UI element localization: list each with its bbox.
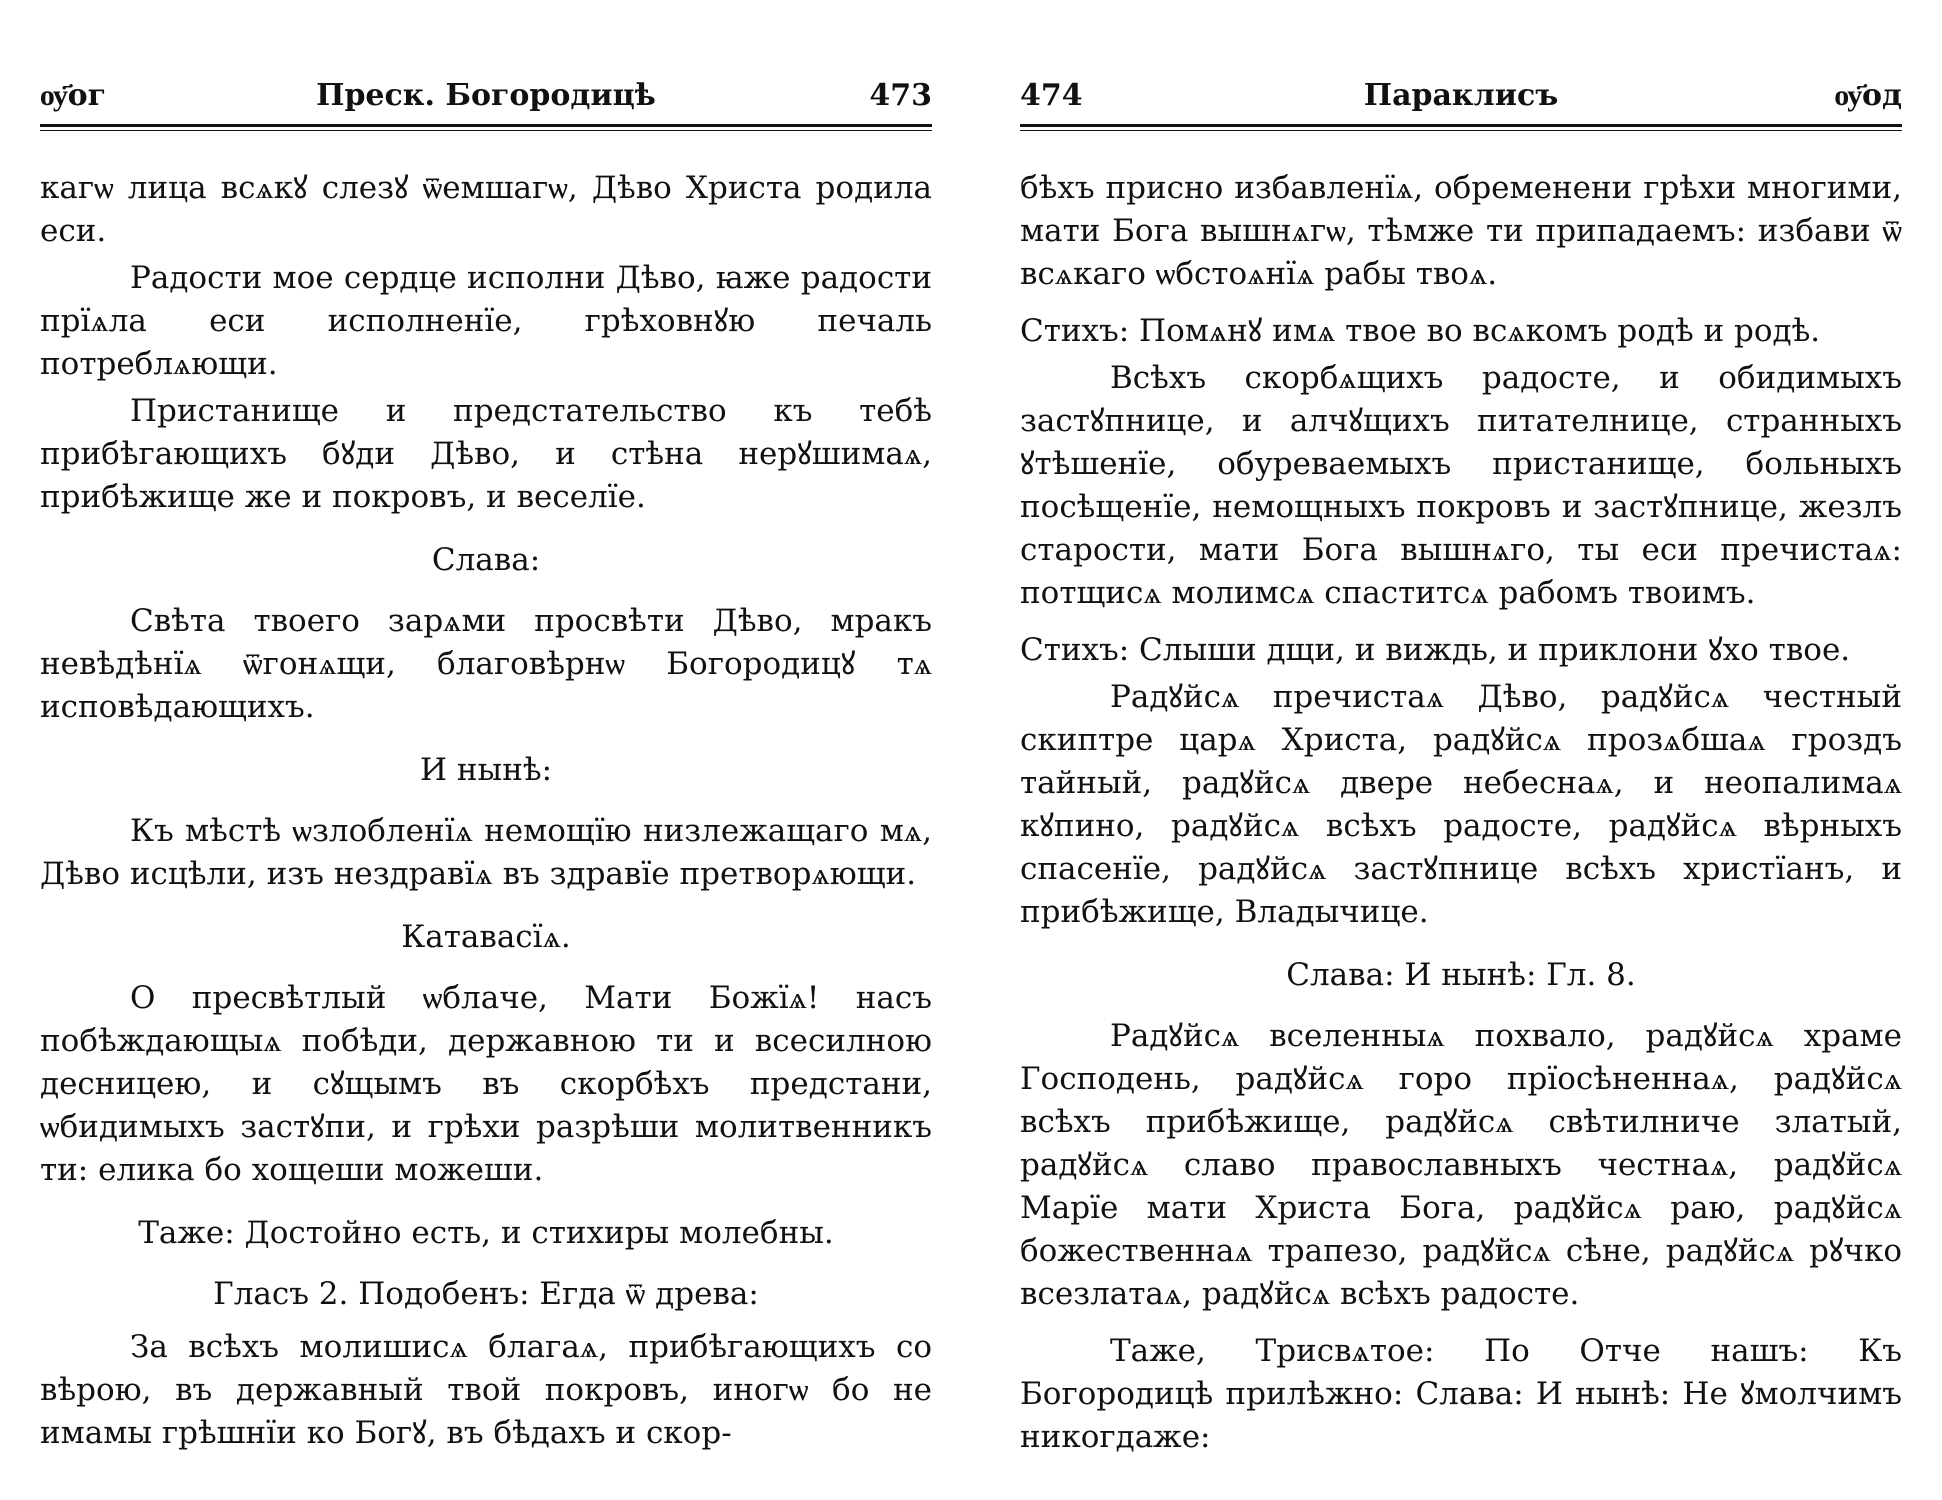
paragraph: Радꙋйсѧ пречистаѧ Дѣво, радꙋйсѧ честный скиптре царѧ Христа, радꙋйсѧ прозѧбшаѧ гроздъ тайный, радꙋйсѧ двере небеснаѧ, и неопалимаѧ кꙋпино, радꙋйсѧ всѣхъ радосте, радꙋйсѧ вѣрныхъ спасенїе, радꙋйсѧ застꙋпнице всѣхъ христїанъ, и прибѣжище, Владычице. (1020, 679, 1902, 930)
running-title: Параклисъ (1363, 78, 1559, 113)
header-rule (40, 124, 932, 131)
section-heading: Катавасїѧ. (401, 919, 571, 955)
page-number: 473 (869, 78, 932, 113)
paragraph: кагѡ лица всѧкꙋ слезꙋ ѿемшагѡ, Дѣво Христа родила еси. (40, 170, 932, 249)
page-number-cyrillic: ѹ҃ог (40, 78, 106, 113)
left-page (40, 78, 932, 1459)
tone-heading: Гласъ 2. Подобенъ: Егда ѿ древа: (213, 1276, 759, 1312)
section-heading: Слава: И нынѣ: Гл. 8. (1286, 957, 1636, 993)
page-number-cyrillic: ѹ҃од (1834, 78, 1902, 113)
page-body (1020, 167, 1902, 1459)
paragraph: Всѣхъ скорбѧщихъ радосте, и обидимыхъ застꙋпнице, и алчꙋщихъ питателнице, странныхъ ꙋтѣшенїе, обуреваемыхъ пристанище, больныхъ посѣщенїе, немощныхъ покровъ и застꙋпнице, жезлъ старости, мати Бога вышнѧго, ты еси пречистаѧ: потщисѧ молимсѧ спаститсѧ рабомъ твоимъ. (1020, 360, 1902, 611)
header-rule (1020, 124, 1902, 131)
running-title: Преск. Богородицѣ (316, 78, 656, 113)
section-heading: Слава: (431, 542, 541, 578)
page-body (40, 167, 932, 1455)
page-header (40, 78, 932, 118)
verse-line: Стихъ: Помѧнꙋ имѧ твое во всѧкомъ родѣ и родѣ. (1020, 313, 1821, 349)
paragraph: Пристанище и предстательство къ тебѣ прибѣгающихъ бꙋди Дѣво, и стѣна нерꙋшимаѧ, прибѣжище же и покровъ, и веселїе. (40, 393, 932, 515)
section-heading: И нынѣ: (419, 752, 553, 788)
rubric: Таже, Трисвѧтое: По Отче нашъ: Къ Богородицѣ прилѣжно: Слава: И нынѣ: Не ꙋмолчимъ никогдаже: (1020, 1333, 1902, 1455)
paragraph: Къ мѣстѣ ѡзлобленїѧ немощїю низлежащаго мѧ, Дѣво исцѣли, изъ нездравїѧ въ здравїе претворѧющи. (40, 813, 932, 892)
page-number: 474 (1020, 78, 1083, 113)
page-header (1020, 78, 1902, 118)
verse-line: Стихъ: Слыши дщи, и виждь, и приклони ꙋхо твое. (1020, 632, 1851, 668)
right-page (1020, 78, 1902, 1463)
paragraph: Свѣта твоего зарѧми просвѣти Дѣво, мракъ невѣдѣнїѧ ѿгонѧщи, благовѣрнѡ Богородицꙋ тѧ исповѣдающихъ. (40, 603, 932, 725)
paragraph: Радости мое сердце исполни Дѣво, ꙗже радости прїѧла еси исполненїе, грѣховнꙋю печаль потреблѧющи. (40, 260, 932, 382)
rubric: Таже: Достойно есть, и стихиры молебны. (138, 1215, 834, 1251)
paragraph: Радꙋйсѧ вселенныѧ похвало, радꙋйсѧ храме Господень, радꙋйсѧ горо прїосѣненнаѧ, радꙋйсѧ всѣхъ прибѣжище, радꙋйсѧ свѣтилниче златый, радꙋйсѧ славо православныхъ честнаѧ, радꙋйсѧ Марїе мати Христа Бога, радꙋйсѧ раю, радꙋйсѧ божественнаѧ трапезо, радꙋйсѧ сѣне, радꙋйсѧ рꙋчко всезлатаѧ, радꙋйсѧ всѣхъ радосте. (1020, 1018, 1902, 1312)
paragraph: О пресвѣтлый ѡблаче, Мати Божїѧ! насъ побѣждающыѧ побѣди, державною ти и всесилною десницею, и сꙋщымъ въ скорбѣхъ предстани, ѡбидимыхъ застꙋпи, и грѣхи разрѣши молитвенникъ ти: елика бо хощеши можеши. (40, 980, 932, 1188)
paragraph: бѣхъ присно избавленїѧ, обременени грѣхи многими, мати Бога вышнѧгѡ, тѣмже ти припадаемъ: избави ѿ всѧкаго ѡбстоѧнїѧ рабы твоѧ. (1020, 170, 1902, 292)
paragraph: За всѣхъ молишисѧ благаѧ, прибѣгающихъ со вѣрою, въ державный твой покровъ, иногѡ бо не имамы грѣшнїи ко Богꙋ, въ бѣдахъ и скор- (40, 1329, 932, 1451)
